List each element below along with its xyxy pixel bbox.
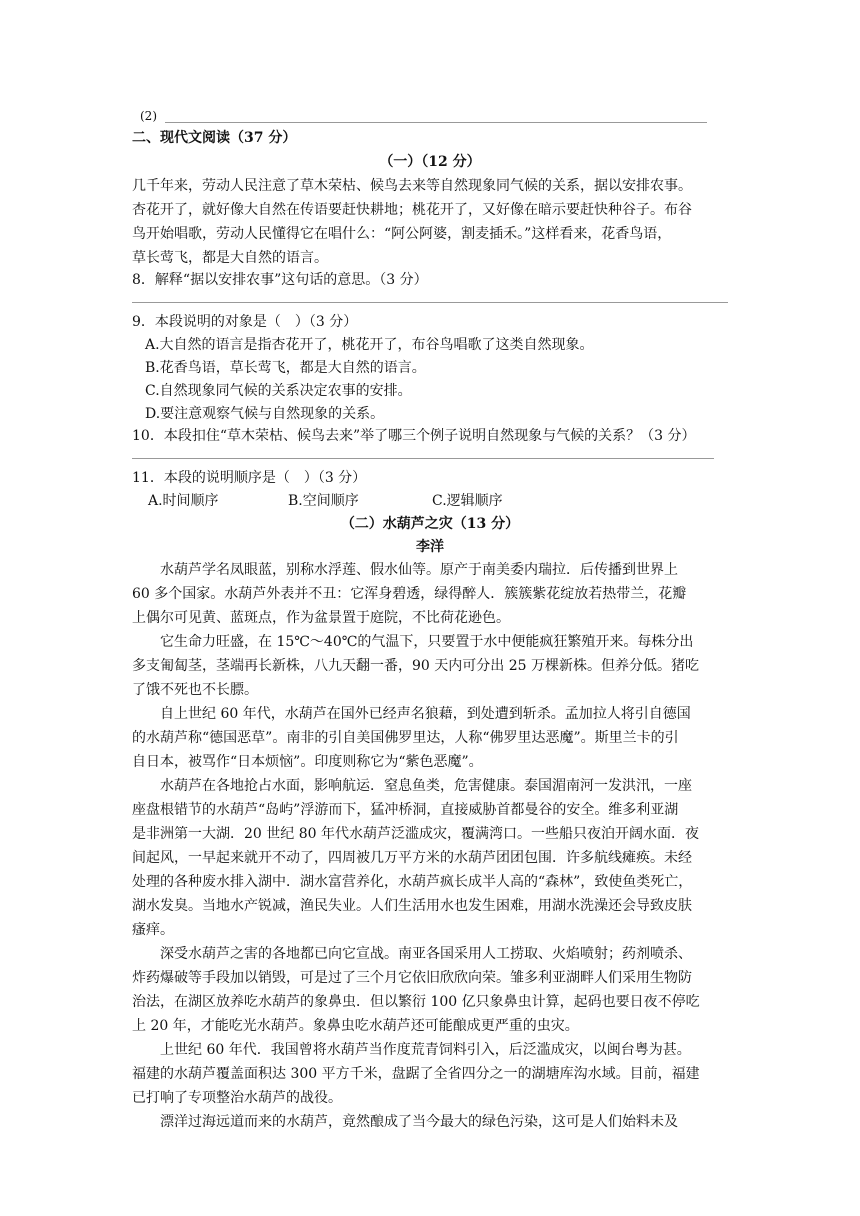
passage-line: 多支匍匐茎，茎端再长新株，八九天翻一番，90 天内可分出 25 万棵新株。但养分低。猪吃 xyxy=(132,658,699,674)
passage-line: 处理的各种废水排入湖中．湖水富营养化，水葫芦疯长成半人高的“森林”，致使鱼类死亡， xyxy=(132,874,693,890)
passage-line: 瘙痒。 xyxy=(132,922,174,938)
option-b[interactable]: B.花香鸟语，草长莺飞，都是大自然的语言。 xyxy=(145,360,426,376)
passage-line: 座盘根错节的水葫芦“岛屿”浮游而下，猛冲桥洞，直接威胁首都曼谷的安全。维多利亚湖 xyxy=(132,802,679,818)
passage-line: 上世纪 60 年代．我国曾将水葫芦当作度荒青饲料引入，后泛滥成灾，以闽台粤为甚。 xyxy=(132,1042,691,1058)
option-b[interactable]: B.空间顺序 xyxy=(288,493,359,509)
part2-title: （二）水葫芦之灾（13 分） xyxy=(340,516,520,532)
part1-title: （一）（12 分） xyxy=(379,154,481,170)
passage-line: 福建的水葫芦覆盖面积达 300 平方千米，盘踞了全省四分之一的湖塘库沟水域。目前，福建 xyxy=(132,1066,700,1082)
option-a[interactable]: A.大自然的语言是指杏花开了，桃花开了，布谷鸟唱歌了这类自然现象。 xyxy=(145,337,594,353)
question-9: 9．本段说明的对象是（ ）（3 分） xyxy=(132,314,358,330)
passage-line: 水葫芦在各地抢占水面，影响航运．窒息鱼类，危害健康。泰国湄南河一发洪汛，一座 xyxy=(132,778,692,794)
passage-line: 上偶尔可见黄、蓝斑点，作为盆景置于庭院，不比荷花逊色。 xyxy=(132,610,510,626)
passage-line: 了饿不死也不长膘。 xyxy=(132,682,258,698)
passage-line: 杏花开了，就好像大自然在传语要赶快耕地；桃花开了，又好像在暗示要赶快种谷子。布谷 xyxy=(132,202,692,218)
passage-line: 漂洋过海远道而来的水葫芦，竟然酿成了当今最大的绿色污染，这可是人们始料未及 xyxy=(132,1114,678,1130)
option-c[interactable]: C.自然现象同气候的关系决定农事的安排。 xyxy=(145,383,412,399)
question-number: (2) xyxy=(140,109,157,123)
passage-line: 草长莺飞，都是大自然的语言。 xyxy=(132,250,328,266)
answer-line[interactable] xyxy=(132,458,714,459)
answer-line xyxy=(165,122,707,123)
passage-line: 湖水发臭。当地水产锐减，渔民失业。人们生活用水也发生困难，用湖水洗澡还会导致皮肤 xyxy=(132,898,692,914)
question-10: 10．本段扣住“草木荣枯、候鸟去来”举了哪三个例子说明自然现象与气候的关系？（3 分） xyxy=(132,428,696,444)
passage-line: 60 多个国家。水葫芦外表并不丑：它浑身碧透，绿得醉人．簇簇紫花绽放若热带兰，花瓣 xyxy=(132,586,687,602)
passage-line: 已打响了专项整治水葫芦的战役。 xyxy=(132,1090,342,1106)
passage-line: 它生命力旺盛，在 15℃～40℃的气温下，只要置于水中便能疯狂繁殖开来。每株分出 xyxy=(132,634,694,650)
passage-line: 深受水葫芦之害的各地都已向它宣战。南亚各国采用人工捞取、火焰喷射；药剂喷杀、 xyxy=(132,946,692,962)
passage-line: 水葫芦学名凤眼蓝，别称水浮莲、假水仙等。原产于南美委内瑞拉．后传播到世界上 xyxy=(132,562,678,578)
question-8: 8．解释“据以安排农事”这句话的意思。（3 分） xyxy=(132,272,428,288)
section-title: 二、现代文阅读（37 分） xyxy=(132,130,297,146)
passage-line: 自日本，被骂作“日本烦恼”。印度则称它为“紫色恶魔”。 xyxy=(132,754,483,770)
passage-line: 间起风，一早起来就开不动了，四周被几万平方米的水葫芦团团包围．许多航线瘫痪。未经 xyxy=(132,850,692,866)
passage-line: 的水葫芦称“德国恶草”。南非的引自美国佛罗里达，人称“佛罗里达恶魔”。斯里兰卡的引 xyxy=(132,730,679,746)
question-11: 11．本段的说明顺序是（ ）（3 分） xyxy=(132,470,367,486)
passage-line: 治法，在湖区放养吃水葫芦的象鼻虫．但以繁衍 100 亿只象鼻虫计算，起码也要日夜不停吃 xyxy=(132,994,700,1010)
option-d[interactable]: D.要注意观察气候与自然现象的关系。 xyxy=(145,406,385,422)
passage-line: 是非洲第一大湖．20 世纪 80 年代水葫芦泛滥成灾，覆满湾口。一些船只夜泊开阔水面．夜 xyxy=(132,826,699,842)
answer-line[interactable] xyxy=(132,302,728,303)
passage-line: 上 20 年，才能吃光水葫芦。象鼻虫吃水葫芦还可能酿成更严重的虫灾。 xyxy=(132,1018,579,1034)
option-a[interactable]: A.时间顺序 xyxy=(148,493,219,509)
option-c[interactable]: C.逻辑顺序 xyxy=(432,493,503,509)
passage-line: 炸药爆破等手段加以销毁，可是过了三个月它依旧欣欣向荣。雏多利亚湖畔人们采用生物防 xyxy=(132,970,692,986)
author: 李洋 xyxy=(416,539,444,555)
passage-line: 几千年来，劳动人民注意了草木荣枯、候鸟去来等自然现象同气候的关系，据以安排农事。 xyxy=(132,178,692,194)
passage-line: 自上世纪 60 年代，水葫芦在国外已经声名狼藉，到处遭到斩杀。孟加拉人将引自德国 xyxy=(132,706,691,722)
passage-line: 鸟开始唱歌，劳动人民懂得它在唱什么：“阿公阿婆，割麦插禾。”这样看来，花香鸟语， xyxy=(132,226,672,242)
